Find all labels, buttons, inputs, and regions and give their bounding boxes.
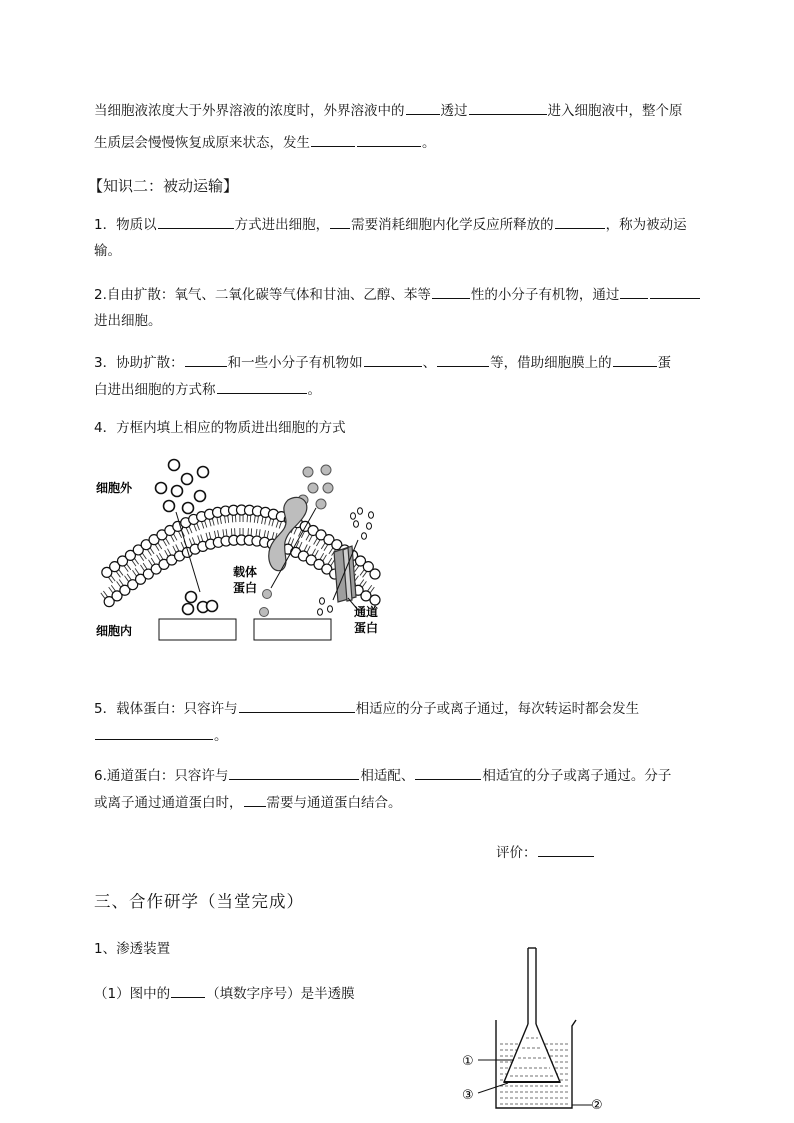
- blank[interactable]: [311, 133, 355, 147]
- text: 输。: [94, 243, 121, 259]
- question-5-line1: [94, 699, 639, 718]
- cell-membrane-figure: [90, 452, 390, 647]
- text: 6.通道蛋白：只容许与: [94, 768, 229, 784]
- text: 1．物质以: [94, 217, 157, 233]
- heading-text: 【知识二：被动运输】: [88, 177, 239, 195]
- answer-box-2[interactable]: [254, 619, 331, 640]
- evaluation-label: 评价：: [496, 845, 537, 861]
- paragraph-plasmolysis-recovery-line2: [94, 133, 436, 152]
- blank[interactable]: [217, 380, 307, 394]
- label-channel-2: 蛋白: [354, 621, 379, 635]
- blank[interactable]: [437, 353, 489, 367]
- text: 进入细胞液中，整个原: [547, 103, 683, 119]
- question-4: [94, 419, 346, 437]
- osmosis-device-figure: [456, 942, 616, 1118]
- blank[interactable]: [406, 101, 440, 115]
- question-1-line1: [94, 215, 687, 234]
- lipid-head: [370, 595, 380, 605]
- text: 5．载体蛋白：只容许与: [94, 701, 238, 717]
- text: 透过: [440, 103, 468, 119]
- question-2-line2: [94, 312, 162, 330]
- text: 进出细胞。: [94, 313, 162, 329]
- text: 白进出细胞的方式称: [94, 382, 216, 398]
- text: 需要消耗细胞内化学反应所释放的: [351, 217, 554, 233]
- channel-protein: [334, 546, 356, 602]
- blank[interactable]: [95, 726, 213, 740]
- question-1-line2: [94, 242, 121, 260]
- question-3-line1: [94, 353, 671, 372]
- blank[interactable]: [185, 353, 227, 367]
- blank[interactable]: [555, 215, 605, 229]
- question-6-line1: [94, 766, 671, 785]
- text: 。: [422, 135, 436, 151]
- knowledge-two-heading: [88, 177, 238, 195]
- evaluation: [496, 841, 595, 861]
- text: 性的小分子有机物，通过: [470, 287, 620, 303]
- blank[interactable]: [158, 215, 234, 229]
- text: 当细胞液浓度大于外界溶液的浓度时，外界溶液中的: [94, 103, 405, 119]
- text: 相适应的分子或离子通过，每次转运时都会发生: [355, 701, 640, 717]
- text: 。: [307, 382, 321, 398]
- label-carrier-2: 蛋白: [233, 581, 258, 595]
- label-inside: 细胞内: [96, 624, 133, 638]
- text: 相适宜的分子或离子通过。分子: [482, 768, 672, 784]
- text: 相适配、: [360, 768, 415, 784]
- blank[interactable]: [613, 353, 657, 367]
- paragraph-plasmolysis-recovery-line1: [94, 101, 683, 120]
- text: 。: [214, 728, 228, 744]
- text: （1）图中的: [94, 986, 171, 1002]
- section-three-title: 三、合作研学（当堂完成）: [94, 892, 304, 911]
- question-6-line2: [94, 793, 402, 812]
- blank[interactable]: [244, 793, 266, 807]
- label-outside: 细胞外: [96, 481, 133, 495]
- blank[interactable]: [469, 101, 547, 115]
- text: 需要与通道蛋白结合。: [266, 795, 402, 811]
- text: 生质层会慢慢恢复成原来状态，发生: [94, 135, 310, 151]
- blank[interactable]: [357, 133, 421, 147]
- blank[interactable]: [330, 215, 350, 229]
- text: （填数字序号）是半透膜: [206, 986, 355, 1002]
- text: 蛋: [657, 355, 672, 371]
- blank[interactable]: [239, 699, 355, 713]
- text: 1、渗透装置: [94, 941, 171, 957]
- text: 和一些小分子有机物如: [227, 355, 363, 371]
- label-carrier-1: 载体: [233, 565, 258, 579]
- blank[interactable]: [171, 984, 205, 998]
- blank[interactable]: [364, 353, 422, 367]
- text: 3．协助扩散：: [94, 355, 184, 371]
- question-3-line2: [94, 380, 321, 399]
- question-2-line1: [94, 285, 701, 304]
- text: 等，借助细胞膜上的: [490, 355, 612, 371]
- blank[interactable]: [620, 285, 648, 299]
- blank[interactable]: [229, 766, 359, 780]
- text: 2.自由扩散：氧气、二氧化碳等气体和甘油、乙醇、苯等: [94, 287, 431, 303]
- text: 、: [422, 355, 437, 371]
- blank[interactable]: [432, 285, 470, 299]
- question-5-line2: [94, 726, 228, 745]
- blank[interactable]: [650, 285, 700, 299]
- blank[interactable]: [415, 766, 481, 780]
- evaluation-blank[interactable]: [538, 843, 594, 857]
- label-1: ①: [462, 1054, 474, 1069]
- label-channel-1: 通道: [354, 605, 379, 619]
- text: 方式进出细胞，: [234, 217, 330, 233]
- label-2: ②: [591, 1098, 603, 1113]
- label-3: ③: [462, 1088, 474, 1103]
- osmosis-question-1: [94, 984, 355, 1003]
- text: 4．方框内填上相应的物质进出细胞的方式: [94, 420, 346, 436]
- funnel: [504, 1024, 560, 1082]
- text: 或离子通过通道蛋白时，: [94, 795, 243, 811]
- lipid-head: [370, 569, 380, 579]
- answer-box-1[interactable]: [159, 619, 236, 640]
- osmosis-device-title: [94, 940, 170, 958]
- text: ，称为被动运: [605, 217, 687, 233]
